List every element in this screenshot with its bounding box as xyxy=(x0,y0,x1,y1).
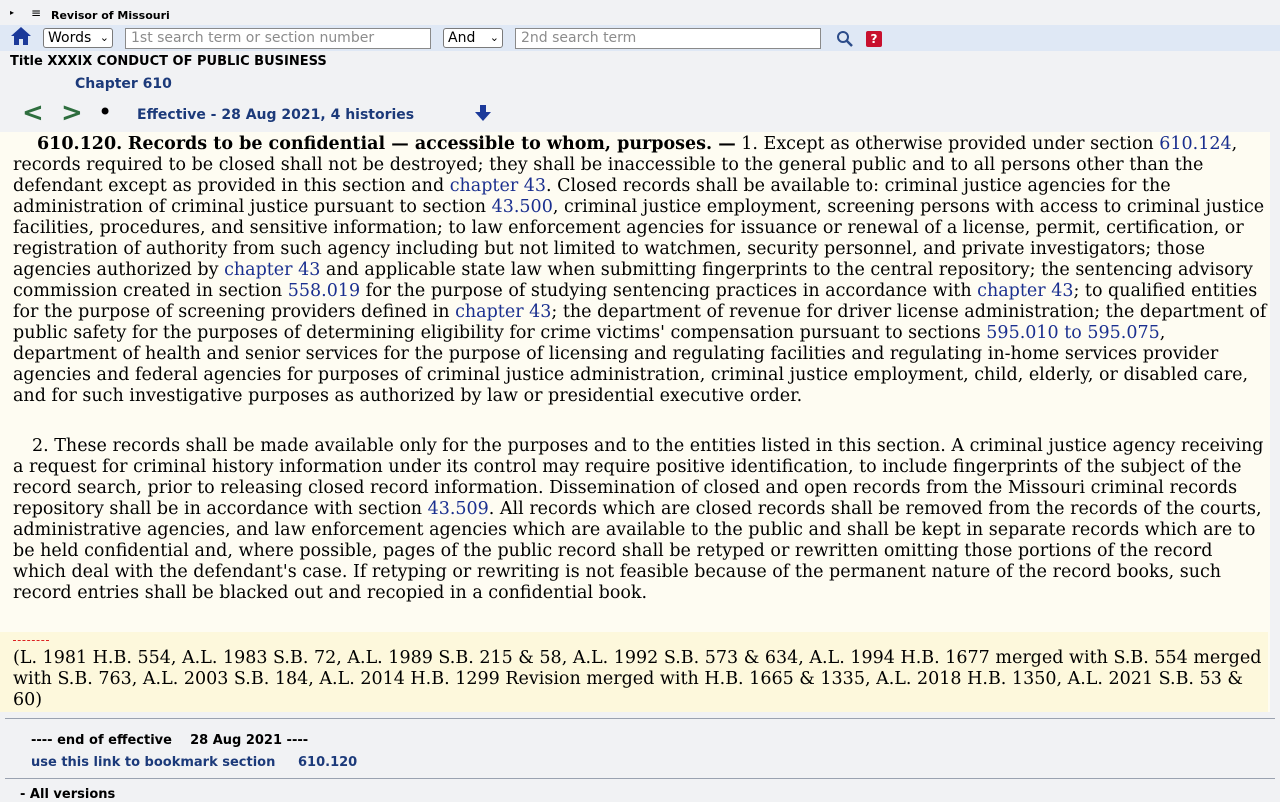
section-reference-link[interactable]: 43.509 xyxy=(427,499,489,519)
statute-text: 1. Except as otherwise provided under section xyxy=(741,134,1160,154)
statute-text: ; to qualified entities for the purpose of screening providers defined in xyxy=(13,281,1258,322)
site-title: Revisor of Missouri xyxy=(51,9,170,22)
statute-text: for the purpose of studying sentencing practices in accordance with xyxy=(360,281,978,301)
section-reference-link[interactable]: 610.124 xyxy=(1159,134,1232,154)
previous-section-button[interactable]: < xyxy=(22,98,44,128)
statute-content xyxy=(0,132,1270,712)
end-of-effective xyxy=(31,733,308,748)
all-versions-toggle[interactable]: - All versions xyxy=(20,787,116,802)
history-note xyxy=(0,632,1268,712)
divider xyxy=(5,778,1275,779)
section-reference-link[interactable]: 558.019 xyxy=(287,281,361,301)
section-reference-link[interactable]: 43.500 xyxy=(491,197,553,217)
divider xyxy=(5,718,1275,719)
title-heading: Title XXXIX CONDUCT OF PUBLIC BUSINESS xyxy=(10,54,327,69)
end-date: 28 Aug 2021 ---- xyxy=(190,733,309,748)
end-label: ---- end of effective xyxy=(31,733,172,748)
search-term-2-input[interactable]: 2nd search term xyxy=(515,28,821,49)
bookmark-label[interactable]: use this link to bookmark section xyxy=(31,755,276,770)
section-reference-link[interactable]: chapter 43 xyxy=(449,176,547,196)
operator-select[interactable] xyxy=(443,28,503,48)
statute-text: , department of health and senior services for the purpose of licensing and regulating facilities and regulating in-home services provider agencies and federal agencies for purposes of criminal justice administration, criminal justice employment, child, elderly, or disabled care, and for such investigative purposes as authorized by law or presidential executive order. xyxy=(13,323,1249,406)
menu-icon[interactable]: ≡ xyxy=(31,6,42,20)
section-reference-link[interactable]: chapter 43 xyxy=(977,281,1074,301)
history-divider xyxy=(13,640,49,641)
section-reference-link[interactable]: chapter 43 xyxy=(455,302,552,322)
chevron-down-icon: ⌄ xyxy=(489,31,499,44)
section-heading: Records to be confidential — accessible to whom, purposes. — xyxy=(127,134,736,154)
statute-text: ; the department of revenue for driver license administration; the department of public safety for the purposes of determining eligibility for crime victims' compensation pursuant to sections xyxy=(13,302,1267,343)
statute-text: , criminal justice employment, screening persons with access to criminal justice facilities, procedures, and sensitive information; to law enforcement agencies for issuance or renewal of a license, permit, certification, or registration of authority from such agency including but not limited to watchmen, security personnel, and private investigators; those agencies authorized by xyxy=(13,197,1265,280)
search-mode-value: Words xyxy=(48,30,92,46)
section-paragraph-1 xyxy=(13,134,1268,407)
chevron-down-icon: ⌄ xyxy=(99,31,109,44)
history-text: (L. 1981 H.B. 554, A.L. 1983 S.B. 72, A.L. 1989 S.B. 215 & 58, A.L. 1992 S.B. 573 & 634, A.L. 1994 H.B. 1677 merged with S.B. 554 merged with S.B. 763, A.L. 2003 S.B. 184, A.L. 2014 H.B. 1299 Revision merged with H.B. 1665 & 1335, A.L. 2018 H.B. 1350, A.L. 2021 S.B. 53 & 60) xyxy=(13,648,1262,710)
top-bar xyxy=(0,6,1280,24)
home-icon[interactable] xyxy=(10,26,32,46)
section-reference-link[interactable]: 595.010 to 595.075 xyxy=(986,323,1160,343)
section-toc-button[interactable]: • xyxy=(98,98,113,126)
search-term-1-input[interactable]: 1st search term or section number xyxy=(125,28,431,49)
search-icon[interactable] xyxy=(836,30,854,48)
next-section-button[interactable]: > xyxy=(61,98,83,128)
statute-text: 2. These records shall be made available only for the purposes and to the entities listed in this section. A criminal justice agency receiving a request for criminal history information under its control may require positive identification, to include fingerprints of the subject of the record search, prior to releasing closed record information. Dissemination of closed and open records from the Missouri criminal records repository shall be in accordance with section xyxy=(13,436,1264,519)
statute-text: and applicable state law when submitting fingerprints to the central repository; the sentencing advisory commission created in section xyxy=(13,260,1253,301)
expand-toggle-icon[interactable]: ▸ xyxy=(10,8,15,17)
statute-text: , records required to be closed shall not be destroyed; they shall be inaccessible to the general public and to all persons other than the defendant except as provided in this section and xyxy=(13,134,1238,196)
section-number: 610.120. xyxy=(37,134,123,154)
chapter-link[interactable]: Chapter 610 xyxy=(75,76,172,92)
bookmark-link[interactable] xyxy=(31,755,357,770)
section-paragraph-2 xyxy=(13,436,1268,604)
statute-text: . Closed records shall be available to: criminal justice agencies for the administration of criminal justice pursuant to section xyxy=(13,176,1171,217)
bookmark-section[interactable]: 610.120 xyxy=(298,755,358,770)
arrow-down-icon[interactable] xyxy=(474,104,492,122)
search-bar xyxy=(0,25,1280,51)
help-button[interactable]: ? xyxy=(866,31,882,47)
search-mode-select[interactable] xyxy=(43,28,113,48)
section-reference-link[interactable]: chapter 43 xyxy=(224,260,321,280)
operator-value: And xyxy=(448,30,476,46)
statute-text: . All records which are closed records shall be removed from the records of the courts, administrative agencies, and law enforcement agencies which are available to the public and shall be kept in separate records which are to be held confidential and, where possible, pages of the public record shall be retyped or rewritten omitting those portions of the record which deal with the defendant's case. If retyping or rewriting is not feasible because of the permanent nature of the record books, such record entries shall be blacked out and recopied in a confidential book. xyxy=(13,499,1262,603)
effective-date-link[interactable]: Effective - 28 Aug 2021, 4 histories xyxy=(137,107,415,123)
